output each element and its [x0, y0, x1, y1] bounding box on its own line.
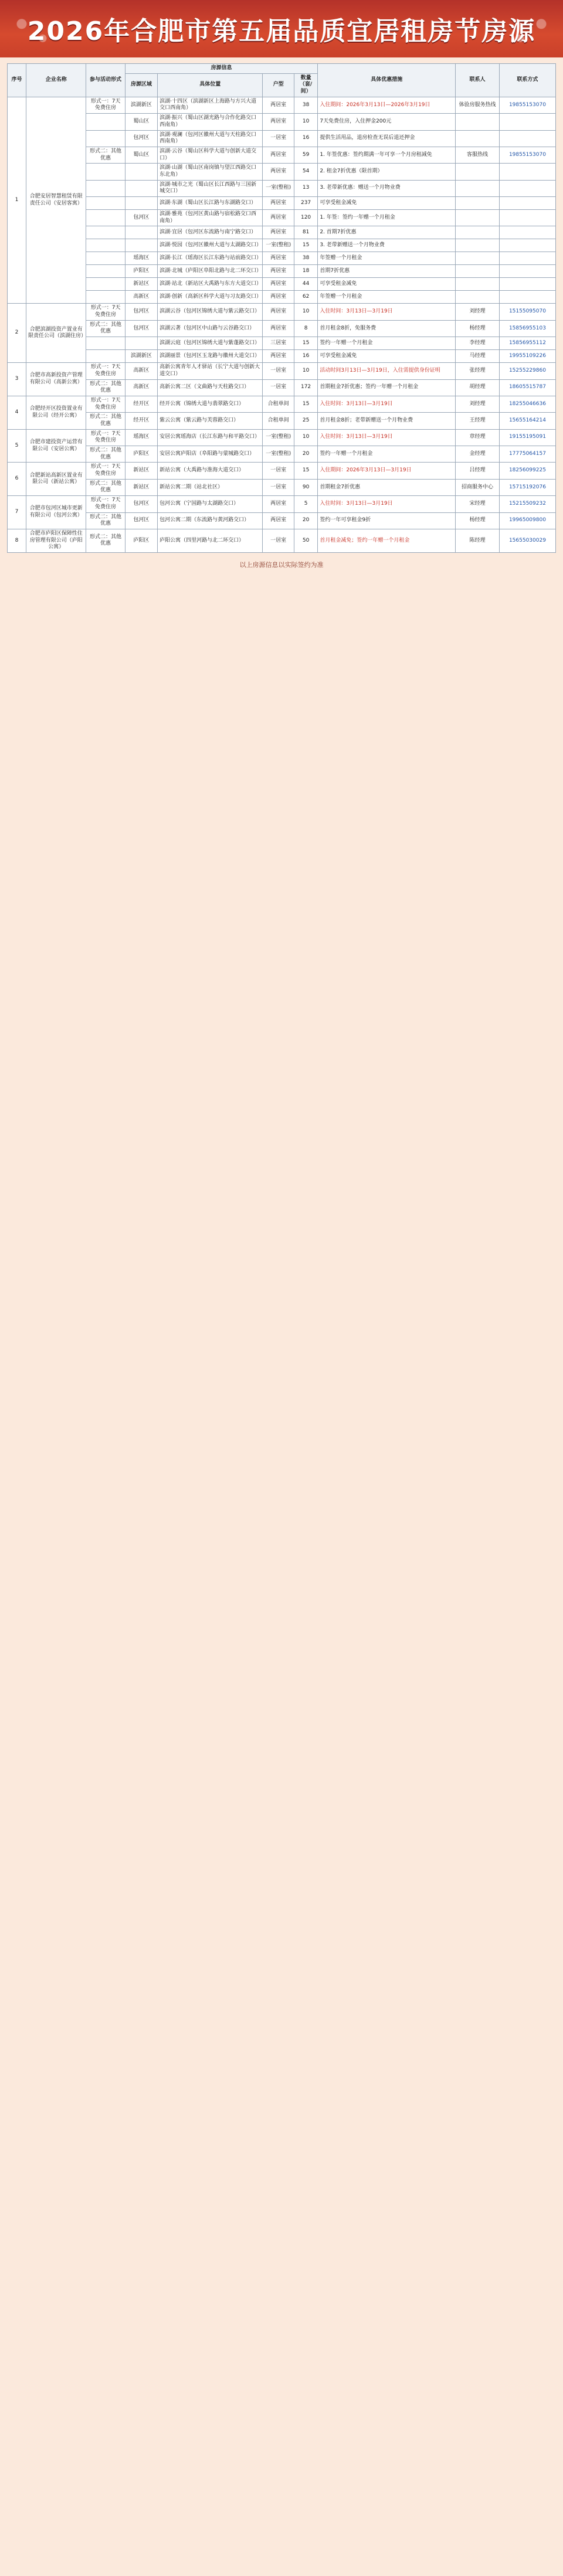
company-name: 合肥新站高新区置业有限公司（新站公寓）	[26, 463, 86, 496]
location: 安居公寓庐阳店（阜阳路与蒙城路交口）	[158, 446, 263, 463]
table-row	[8, 512, 556, 529]
table-row	[8, 130, 556, 147]
unit-type: 两居室	[263, 197, 294, 210]
district: 滨湖新区	[125, 350, 158, 363]
contact-phone[interactable]	[499, 265, 555, 278]
offer-policy: 入住时间：3月13日—3月19日	[318, 496, 456, 512]
activity-mode	[86, 291, 125, 304]
table-row	[8, 396, 556, 412]
offer-policy: 2. 租金7折优惠（限首期）	[318, 164, 456, 180]
contact-person	[456, 180, 500, 196]
contact-phone[interactable]: 15856955112	[499, 337, 555, 350]
location: 高新公寓二区（文曲路与天柱路交口）	[158, 379, 263, 396]
table-row	[8, 114, 556, 130]
company-name: 合肥市庐阳区保障性住房管理有限公司（庐阳公寓）	[26, 529, 86, 552]
location: 滨湖·振兴（蜀山区湖光路与合作化路交口西南角）	[158, 114, 263, 130]
district: 瑶海区	[125, 429, 158, 446]
listing-table-wrapper	[0, 57, 563, 581]
unit-type: 两居室	[263, 97, 294, 113]
col-header-mode: 参与活动形式	[86, 64, 125, 97]
unit-count: 10	[294, 363, 318, 379]
district: 蜀山区	[125, 114, 158, 130]
district: 庐阳区	[125, 529, 158, 552]
district: 滨湖新区	[125, 97, 158, 113]
contact-phone[interactable]: 15155095070	[499, 304, 555, 320]
district	[125, 337, 158, 350]
table-row	[8, 147, 556, 163]
location: 滨湖·长江（瑶海区长江东路与站前路交口）	[158, 252, 263, 265]
company-name: 合肥安居智慧租赁有限责任公司（安居客寓）	[26, 97, 86, 304]
contact-person	[456, 291, 500, 304]
contact-phone[interactable]: 15856955103	[499, 320, 555, 337]
contact-person	[456, 278, 500, 291]
contact-phone[interactable]: 18255046636	[499, 396, 555, 412]
contact-phone[interactable]	[499, 226, 555, 239]
contact-person: 客服热线	[456, 147, 500, 163]
contact-phone[interactable]	[499, 197, 555, 210]
contact-person: 杨经理	[456, 320, 500, 337]
contact-phone[interactable]	[499, 130, 555, 147]
district: 包河区	[125, 130, 158, 147]
district: 经开区	[125, 413, 158, 429]
contact-person: 章经理	[456, 429, 500, 446]
offer-policy: 可享受租金减免	[318, 278, 456, 291]
flower-decoration-left	[6, 5, 59, 53]
contact-person: 宋经理	[456, 496, 500, 512]
location: 包河公寓二期（东流路与黄河路交口）	[158, 512, 263, 529]
offer-policy: 可享受租金减免	[318, 350, 456, 363]
location: 滨湖·山湖（蜀山区南岗镇与望江西路交口东北角）	[158, 164, 263, 180]
district: 包河区	[125, 496, 158, 512]
offer-policy: 年签赠一个月租金	[318, 252, 456, 265]
offer-policy: 2. 首期7折优惠	[318, 226, 456, 239]
contact-person: 胡经理	[456, 379, 500, 396]
contact-person	[456, 252, 500, 265]
contact-person: 陈经理	[456, 529, 500, 552]
location: 滨湖云谷（包河区锦绣大道与紫云路交口）	[158, 304, 263, 320]
unit-type: 一室(整租)	[263, 180, 294, 196]
table-row	[8, 413, 556, 429]
unit-count: 237	[294, 197, 318, 210]
offer-policy: 7天免费住房，入住押金200元	[318, 114, 456, 130]
location: 滨湖·观澜（包河区徽州大道与天柱路交口西南角）	[158, 130, 263, 147]
unit-count: 50	[294, 529, 318, 552]
table-row	[8, 429, 556, 446]
unit-count: 20	[294, 512, 318, 529]
table-row	[8, 337, 556, 350]
contact-person	[456, 226, 500, 239]
activity-mode	[86, 350, 125, 363]
offer-policy: 可享受租金减免	[318, 197, 456, 210]
table-row	[8, 379, 556, 396]
contact-phone[interactable]	[499, 164, 555, 180]
unit-type: 合租单间	[263, 413, 294, 429]
table-row	[8, 320, 556, 337]
unit-type: 两居室	[263, 114, 294, 130]
district	[125, 180, 158, 196]
col-header-phone: 联系方式	[499, 64, 555, 97]
unit-type: 两居室	[263, 350, 294, 363]
district: 新站区	[125, 278, 158, 291]
unit-type: 一室(整租)	[263, 429, 294, 446]
unit-count: 44	[294, 278, 318, 291]
district	[125, 197, 158, 210]
unit-count: 15	[294, 396, 318, 412]
location: 滨湖·城市之光（蜀山区长江西路与三国新城交口）	[158, 180, 263, 196]
contact-person: 杨经理	[456, 512, 500, 529]
district: 庐阳区	[125, 265, 158, 278]
unit-count: 172	[294, 379, 318, 396]
offer-policy: 签约一年赠一个月租金	[318, 337, 456, 350]
unit-count: 13	[294, 180, 318, 196]
activity-mode: 形式二：其他优惠	[86, 446, 125, 463]
location: 滨湖·站北（新站区大禹路与东方大道交口）	[158, 278, 263, 291]
unit-count: 16	[294, 350, 318, 363]
contact-person	[456, 164, 500, 180]
offer-policy: 年签赠一个月租金	[318, 291, 456, 304]
activity-mode	[86, 226, 125, 239]
unit-count: 38	[294, 97, 318, 113]
unit-count: 16	[294, 130, 318, 147]
offer-policy: 首期租金7折优惠；签约一年赠一个月租金	[318, 379, 456, 396]
col-header-district: 房源区域	[125, 73, 158, 97]
district	[125, 164, 158, 180]
contact-person: 李经理	[456, 337, 500, 350]
unit-count: 10	[294, 429, 318, 446]
activity-mode	[86, 252, 125, 265]
contact-phone[interactable]: 19855153070	[499, 147, 555, 163]
unit-count: 15	[294, 463, 318, 479]
location: 包河公寓（宁国路与太湖路交口）	[158, 496, 263, 512]
table-row	[8, 197, 556, 210]
unit-type: 一居室	[263, 479, 294, 495]
offer-policy: 提供生活用品，退房检查无误后退还押金	[318, 130, 456, 147]
row-number: 8	[8, 529, 26, 552]
contact-phone[interactable]: 19955109226	[499, 350, 555, 363]
unit-type: 两居室	[263, 291, 294, 304]
row-number: 5	[8, 429, 26, 463]
activity-mode: 形式二：其他优惠	[86, 413, 125, 429]
unit-count: 18	[294, 265, 318, 278]
offer-policy: 入住期间：2026年3月13日—3月19日	[318, 463, 456, 479]
unit-type: 三居室	[263, 337, 294, 350]
location: 滨湖·创新（高新区科学大道与习友路交口）	[158, 291, 263, 304]
table-row	[8, 226, 556, 239]
offer-policy: 入住期间：2026年3月13日—2026年3月19日	[318, 97, 456, 113]
unit-type: 一居室	[263, 379, 294, 396]
contact-person: 马经理	[456, 350, 500, 363]
contact-person: 吕经理	[456, 463, 500, 479]
table-row	[8, 239, 556, 252]
contact-phone[interactable]	[499, 291, 555, 304]
activity-mode: 形式二：其他优惠	[86, 529, 125, 552]
col-header-contact: 联系人	[456, 64, 500, 97]
unit-type: 两居室	[263, 496, 294, 512]
activity-mode	[86, 265, 125, 278]
activity-mode	[86, 130, 125, 147]
unit-count: 15	[294, 337, 318, 350]
district: 包河区	[125, 304, 158, 320]
contact-phone[interactable]	[499, 210, 555, 226]
unit-count: 54	[294, 164, 318, 180]
contact-person	[456, 239, 500, 252]
unit-type: 两居室	[263, 147, 294, 163]
contact-phone[interactable]: 18256099225	[499, 463, 555, 479]
activity-mode	[86, 114, 125, 130]
activity-mode: 形式一：7天免费住房	[86, 97, 125, 113]
activity-mode: 形式一：7天免费住房	[86, 396, 125, 412]
unit-count: 5	[294, 496, 318, 512]
location: 滨湖·十四区（滨湖新区上海路与方兴大道交口西南角）	[158, 97, 263, 113]
district	[125, 239, 158, 252]
location: 滨湖云著（包河区中山路与云谷路交口）	[158, 320, 263, 337]
col-header-type: 户型	[263, 73, 294, 97]
offer-policy: 1. 年签：签约一年赠一个月租金	[318, 210, 456, 226]
table-row	[8, 529, 556, 552]
unit-count: 8	[294, 320, 318, 337]
location: 滨湖·东湖（蜀山区长江路与东湖路交口）	[158, 197, 263, 210]
unit-type: 一居室	[263, 529, 294, 552]
unit-count: 38	[294, 252, 318, 265]
unit-type: 两居室	[263, 164, 294, 180]
table-row	[8, 180, 556, 196]
district: 庐阳区	[125, 446, 158, 463]
footer-note: 以上房源信息以实际签约为准	[239, 560, 324, 569]
district: 经开区	[125, 396, 158, 412]
activity-mode	[86, 210, 125, 226]
location: 滨湖·雅苑（包河区黄山路与宿松路交口西南角）	[158, 210, 263, 226]
table-row	[8, 463, 556, 479]
location: 新站公寓（大禹路与淮海大道交口）	[158, 463, 263, 479]
district: 包河区	[125, 320, 158, 337]
table-row	[8, 291, 556, 304]
row-number: 2	[8, 304, 26, 363]
table-row	[8, 363, 556, 379]
header-banner	[0, 0, 563, 57]
row-number: 7	[8, 496, 26, 529]
listing-table-body	[8, 97, 556, 552]
contact-phone[interactable]: 19965009800	[499, 512, 555, 529]
unit-count: 59	[294, 147, 318, 163]
offer-policy: 入住时间：3月13日—3月19日	[318, 396, 456, 412]
row-number: 4	[8, 396, 26, 429]
district	[125, 226, 158, 239]
location: 高新公寓青年人才驿站（长宁大道与创新大道交口）	[158, 363, 263, 379]
district: 高新区	[125, 379, 158, 396]
page-title: 2026年合肥市第五届品质宜居租房节房源	[27, 16, 536, 46]
offer-policy: 首月租金减免；签约一年赠一个月租金	[318, 529, 456, 552]
company-name: 合肥经开区投资置业有限公司（经开公寓）	[26, 396, 86, 429]
contact-phone[interactable]	[499, 252, 555, 265]
contact-person	[456, 197, 500, 210]
col-header-policy: 具体优惠措施	[318, 64, 456, 97]
table-row	[8, 252, 556, 265]
table-row	[8, 164, 556, 180]
contact-phone[interactable]	[499, 239, 555, 252]
offer-policy: 1. 年签优惠：签约期满一年可享一个月房租减免	[318, 147, 456, 163]
offer-policy: 签约一年可享租金9折	[318, 512, 456, 529]
district: 新站区	[125, 479, 158, 495]
contact-person	[456, 114, 500, 130]
unit-count: 81	[294, 226, 318, 239]
flower-decoration-right	[504, 5, 557, 53]
contact-person: 体验房服务热线	[456, 97, 500, 113]
contact-phone[interactable]: 15255229860	[499, 363, 555, 379]
activity-mode	[86, 278, 125, 291]
activity-mode: 形式二：其他优惠	[86, 379, 125, 396]
company-name: 合肥滨湖投资产置业有限责任公司（滨湖住房）	[26, 304, 86, 363]
contact-person: 金经理	[456, 446, 500, 463]
offer-policy: 首月租金8折；老带新赠送一个月物业费	[318, 413, 456, 429]
table-row	[8, 350, 556, 363]
unit-type: 两居室	[263, 210, 294, 226]
row-number: 3	[8, 363, 26, 396]
activity-mode	[86, 180, 125, 196]
offer-policy: 签约一年赠一个月租金	[318, 446, 456, 463]
unit-count: 90	[294, 479, 318, 495]
activity-mode: 形式二：其他优惠	[86, 479, 125, 495]
location: 安居公寓瑶海店（长江东路与和平路交口）	[158, 429, 263, 446]
table-row	[8, 446, 556, 463]
unit-count: 120	[294, 210, 318, 226]
unit-count: 10	[294, 304, 318, 320]
location: 庐阳公寓（四里河路与北二环交口）	[158, 529, 263, 552]
location: 滨湖·云谷（蜀山区科学大道与创新大道交口）	[158, 147, 263, 163]
activity-mode	[86, 337, 125, 350]
contact-person	[456, 210, 500, 226]
unit-type: 两居室	[263, 512, 294, 529]
unit-type: 两居室	[263, 304, 294, 320]
unit-count: 20	[294, 446, 318, 463]
unit-count: 10	[294, 114, 318, 130]
table-row	[8, 479, 556, 495]
contact-person	[456, 130, 500, 147]
table-row	[8, 210, 556, 226]
offer-policy: 3. 老带新赠送一个月物业费	[318, 239, 456, 252]
activity-mode: 形式一：7天免费住房	[86, 496, 125, 512]
unit-type: 一室(整租)	[263, 239, 294, 252]
location: 滨湖·悦园（包河区徽州大道与太湖路交口）	[158, 239, 263, 252]
location: 滨湖云庭（包河区锦绣大道与紫蓬路交口）	[158, 337, 263, 350]
contact-person: 刘经理	[456, 396, 500, 412]
contact-phone[interactable]: 18605515787	[499, 379, 555, 396]
contact-person: 张经理	[456, 363, 500, 379]
table-row	[8, 278, 556, 291]
location: 滨湖丽景（包河区玉龙路与徽州大道交口）	[158, 350, 263, 363]
unit-count: 25	[294, 413, 318, 429]
unit-type: 两居室	[263, 226, 294, 239]
contact-phone[interactable]	[499, 114, 555, 130]
company-name: 合肥市包河区城市更新有限公司（包河公寓）	[26, 496, 86, 529]
unit-type: 两居室	[263, 252, 294, 265]
unit-type: 一居室	[263, 463, 294, 479]
contact-phone[interactable]: 15655030029	[499, 529, 555, 552]
location: 滨湖·北城（庐阳区阜阳北路与北二环交口）	[158, 265, 263, 278]
table-row	[8, 496, 556, 512]
activity-mode: 形式一：7天免费住房	[86, 304, 125, 320]
location: 经开公寓（锦绣大道与翡翠路交口）	[158, 396, 263, 412]
unit-type: 两居室	[263, 265, 294, 278]
col-header-basic: 房源信息	[125, 64, 318, 74]
offer-policy: 首期7折优惠	[318, 265, 456, 278]
table-row	[8, 304, 556, 320]
unit-count: 62	[294, 291, 318, 304]
table-row	[8, 97, 556, 113]
district: 包河区	[125, 512, 158, 529]
district: 瑶海区	[125, 252, 158, 265]
offer-policy: 首月租金8折，免服务费	[318, 320, 456, 337]
location: 新站公寓二期（站北社区）	[158, 479, 263, 495]
unit-type: 两居室	[263, 278, 294, 291]
activity-mode: 形式一：7天免费住房	[86, 363, 125, 379]
unit-type: 一居室	[263, 363, 294, 379]
contact-phone[interactable]: 19155195091	[499, 429, 555, 446]
contact-phone[interactable]: 19855153070	[499, 97, 555, 113]
activity-mode: 形式二：其他优惠	[86, 147, 125, 163]
activity-mode: 形式二：其他优惠	[86, 320, 125, 337]
location: 滨湖·宜居（包河区东流路与南宁路交口）	[158, 226, 263, 239]
activity-mode: 形式一：7天免费住房	[86, 463, 125, 479]
col-header-company: 企业名称	[26, 64, 86, 97]
offer-policy: 活动时间3月13日—3月19日，入住需提供身份证明	[318, 363, 456, 379]
contact-phone[interactable]: 15215509232	[499, 496, 555, 512]
offer-policy: 入住时间：3月13日—3月19日	[318, 304, 456, 320]
activity-mode: 形式一：7天免费住房	[86, 429, 125, 446]
table-row	[8, 265, 556, 278]
contact-phone[interactable]: 15655164214	[499, 413, 555, 429]
activity-mode	[86, 197, 125, 210]
offer-policy: 首期租金7折优惠	[318, 479, 456, 495]
row-number: 1	[8, 97, 26, 304]
activity-mode: 形式二：其他优惠	[86, 512, 125, 529]
contact-person	[456, 265, 500, 278]
contact-phone[interactable]: 15715192076	[499, 479, 555, 495]
district: 新站区	[125, 463, 158, 479]
activity-mode	[86, 239, 125, 252]
contact-person: 招商服务中心	[456, 479, 500, 495]
district: 高新区	[125, 363, 158, 379]
listing-table	[7, 63, 556, 553]
unit-type: 一室(整租)	[263, 446, 294, 463]
unit-type: 一居室	[263, 130, 294, 147]
col-header-no: 序号	[8, 64, 26, 97]
unit-count: 15	[294, 239, 318, 252]
offer-policy: 入住时间：3月13日—3月19日	[318, 429, 456, 446]
contact-phone[interactable]	[499, 278, 555, 291]
company-name: 合肥市高新投资产管理有限公司（高新公寓）	[26, 363, 86, 396]
company-name: 合肥市建投资产运营有限公司（安居公寓）	[26, 429, 86, 463]
col-header-count: 数量（套/间）	[294, 73, 318, 97]
offer-policy: 3. 老带新优惠：赠送一个月物业费	[318, 180, 456, 196]
contact-phone[interactable]: 17775064157	[499, 446, 555, 463]
contact-person: 王经理	[456, 413, 500, 429]
district: 包河区	[125, 210, 158, 226]
district: 蜀山区	[125, 147, 158, 163]
contact-phone[interactable]	[499, 180, 555, 196]
district: 高新区	[125, 291, 158, 304]
unit-type: 两居室	[263, 320, 294, 337]
row-number: 6	[8, 463, 26, 496]
location: 紫云公寓（紫云路与芙蓉路交口）	[158, 413, 263, 429]
contact-person: 刘经理	[456, 304, 500, 320]
col-header-location: 具体位置	[158, 73, 263, 97]
activity-mode	[86, 164, 125, 180]
unit-type: 合租单间	[263, 396, 294, 412]
